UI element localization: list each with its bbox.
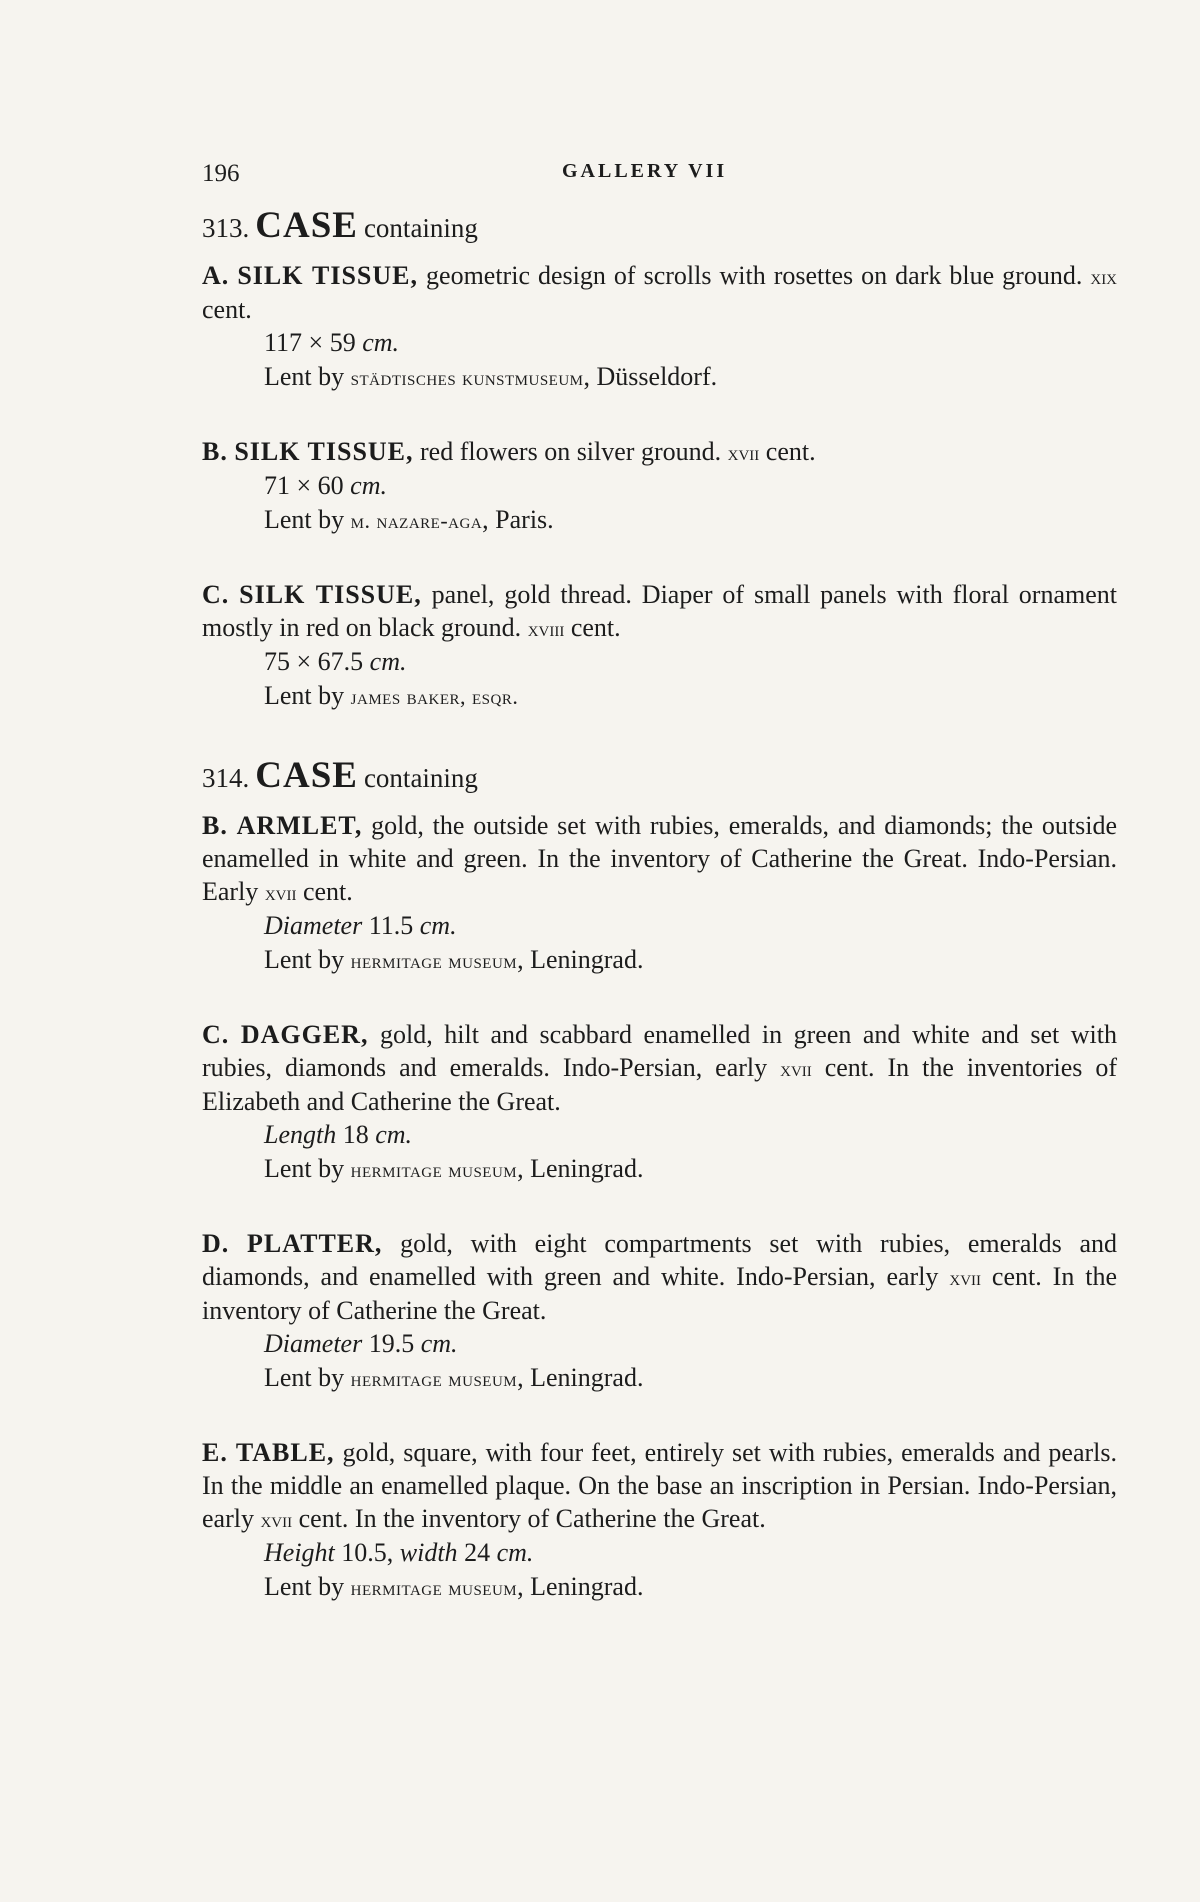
catalog-entry: C. SILK TISSUE, panel, gold thread. Diaper of small panels with floral ornament mostly in red on black ground. xviii cent. 75 × 67.5 cm. Lent by james baker, esqr. xyxy=(202,578,1117,714)
dimensions: 75 × 67.5 cm. xyxy=(264,647,407,676)
catalog-entry: B. SILK TISSUE, red flowers on silver ground. xvii cent. 71 × 60 cm. Lent by m. nazare-aga, Paris. xyxy=(202,435,1117,538)
catalog-entry: E. TABLE, gold, square, with four feet, entirely set with rubies, emeralds and pearls. In the middle an enamelled plaque. On the base an inscription in Persian. Indo-Persian, early xvii cent. In the inventory of Catherine the Great. Height 10.5, width 24 cm. Lent by hermitage museum, Leningrad. xyxy=(202,1436,1117,1605)
case-heading-314: 314. CASE containing xyxy=(202,755,478,796)
dimensions: Diameter 11.5 cm. xyxy=(264,911,457,940)
lender-line: Lent by m. nazare-aga, Paris. xyxy=(264,505,554,534)
lender-line: Lent by hermitage museum, Leningrad. xyxy=(264,1154,644,1183)
running-title: GALLERY VII xyxy=(562,160,728,182)
catalog-entry: B. ARMLET, gold, the outside set with rubies, emeralds, and diamonds; the outside enamelled in white and green. In the inventory of Catherine the Great. Indo-Persian. Early xvii cent. Diameter 11.5 cm. Lent by hermitage museum, Leningrad. xyxy=(202,809,1117,978)
document-page xyxy=(202,150,1117,1645)
catalog-entry: C. DAGGER, gold, hilt and scabbard enamelled in green and white and set with rubies, diamonds and emeralds. Indo-Persian, early xvii cent. In the inventories of Elizabeth and Catherine the Great. Length 18 cm. Lent by hermitage museum, Leningrad. xyxy=(202,1018,1117,1187)
lender-line: Lent by james baker, esqr. xyxy=(264,681,519,710)
lender-line: Lent by hermitage museum, Leningrad. xyxy=(264,1572,644,1601)
dimensions: Length 18 cm. xyxy=(264,1120,413,1149)
lender-line: Lent by hermitage museum, Leningrad. xyxy=(264,945,644,974)
page-number: 196 xyxy=(202,160,240,187)
catalog-entry: A. SILK TISSUE, geometric design of scrolls with rosettes on dark blue ground. xix cent. 117 × 59 cm. Lent by städtisches kunstmuseum, Düsseldorf. xyxy=(202,259,1117,395)
dimensions: 71 × 60 cm. xyxy=(264,471,387,500)
dimensions: Height 10.5, width 24 cm. xyxy=(264,1538,534,1567)
lender-line: Lent by hermitage museum, Leningrad. xyxy=(264,1363,644,1392)
dimensions: 117 × 59 cm. xyxy=(264,328,400,357)
case-heading-313: 313. CASE containing xyxy=(202,205,478,246)
dimensions: Diameter 19.5 cm. xyxy=(264,1329,458,1358)
running-header xyxy=(202,150,1117,192)
lender-line: Lent by städtisches kunstmuseum, Düsseldorf. xyxy=(264,362,718,391)
catalog-entry: D. PLATTER, gold, with eight compartments set with rubies, emeralds and diamonds, and enamelled with green and white. Indo-Persian, early xvii cent. In the inventory of Catherine the Great. Diameter 19.5 cm. Lent by hermitage museum, Leningrad. xyxy=(202,1227,1117,1396)
